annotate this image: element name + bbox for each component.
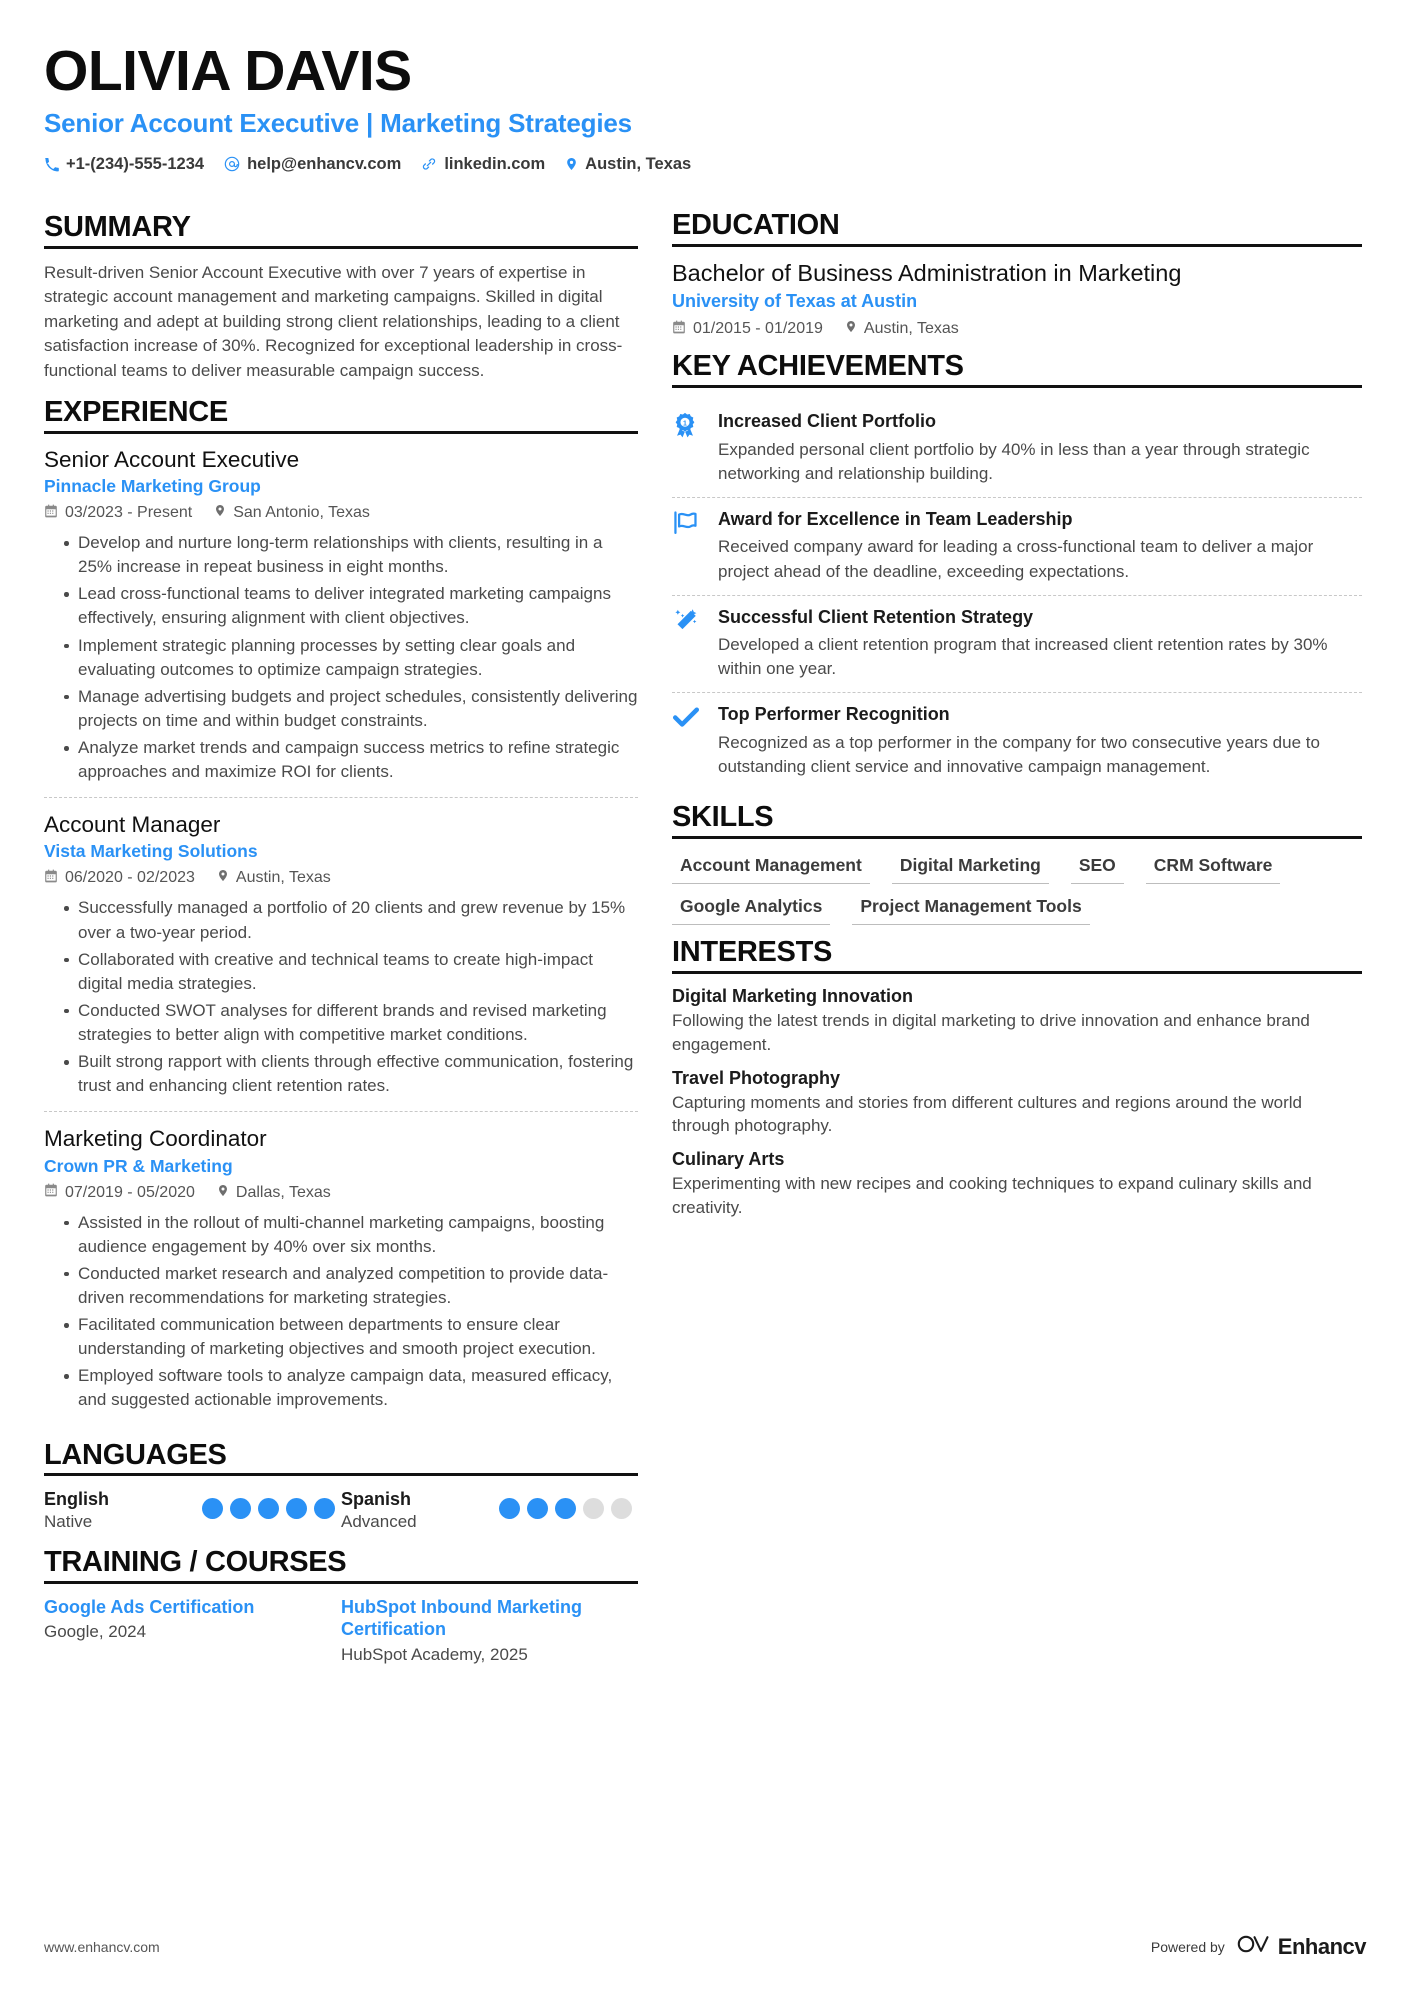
left-column <box>44 198 672 1671</box>
contact-location <box>565 155 691 174</box>
experience-item <box>44 446 638 797</box>
interest-title: Digital Marketing Innovation <box>672 986 914 1007</box>
job-company[interactable]: Crown PR & Marketing <box>44 1155 233 1176</box>
job-bullet: Employed software tools to analyze campaign data, measured efficacy, and suggested actionable improvements. <box>64 1364 638 1412</box>
interest-desc: Experimenting with new recipes and cooking techniques to expand culinary skills and creativity. <box>672 1174 1312 1217</box>
rating-dot <box>230 1498 251 1519</box>
skill-tag: Account Management <box>672 851 870 884</box>
contact-row <box>44 155 1366 174</box>
rating-dot <box>583 1498 604 1519</box>
experience-item <box>44 1111 638 1425</box>
contact-linkedin[interactable] <box>421 155 545 174</box>
job-dates <box>44 869 195 888</box>
location-icon <box>217 868 229 888</box>
calendar-icon <box>672 320 686 339</box>
job-bullet: Conducted SWOT analyses for different brands and revised marketing strategies to better align with competitive market conditions. <box>64 999 638 1047</box>
achievement-title: Award for Excellence in Team Leadership <box>718 508 1073 529</box>
job-bullet: Develop and nurture long-term relationships with clients, resulting in a 25% increase in repeat business in eight months. <box>64 531 638 579</box>
interests-heading: INTERESTS <box>672 937 1362 974</box>
language-item <box>44 1488 341 1533</box>
training-name[interactable]: Google Ads Certification <box>44 1596 255 1617</box>
achievement-title: Increased Client Portfolio <box>718 411 937 432</box>
achievement-desc: Recognized as a top performer in the company for two consecutive years due to outstanding client service and innovative campaign management. <box>718 732 1320 777</box>
education-dates-text: 01/2015 - 01/2019 <box>693 320 823 338</box>
achievements-heading: KEY ACHIEVEMENTS <box>672 351 1362 388</box>
section-education <box>672 210 1362 340</box>
job-location-text: Austin, Texas <box>235 869 331 887</box>
interest-title: Culinary Arts <box>672 1149 785 1170</box>
skill-tag: Digital Marketing <box>892 851 1049 884</box>
job-company[interactable]: Pinnacle Marketing Group <box>44 476 261 497</box>
skill-tag: Google Analytics <box>672 892 830 925</box>
section-key-achievements <box>672 351 1362 790</box>
achievement-item <box>672 595 1362 693</box>
page-title: OLIVIA DAVIS <box>44 39 412 103</box>
training-name[interactable]: HubSpot Inbound Marketing Certification <box>341 1596 582 1640</box>
job-bullet: Assisted in the rollout of multi-channel marketing campaigns, boosting audience engagement by 40% over six months. <box>64 1211 638 1259</box>
job-bullet: Lead cross-functional teams to deliver integrated marketing campaigns effectively, ensuring alignment with client objectives. <box>64 582 638 630</box>
job-bullets <box>44 531 638 784</box>
contact-phone-text: +1-(234)-555-1234 <box>66 154 205 173</box>
section-training <box>44 1547 638 1665</box>
job-bullet: Conducted market research and analyzed competition to provide data-driven recommendations for marketing strategies. <box>64 1262 638 1310</box>
achievement-item <box>672 497 1362 595</box>
education-degree: Bachelor of Business Administration in Marketing <box>672 259 1182 286</box>
professional-headline: Senior Account Executive | Marketing Strategies <box>44 107 632 138</box>
job-bullet: Built strong rapport with clients through effective communication, fostering trust and enhancing client retention rates. <box>64 1050 638 1098</box>
job-location <box>217 1183 331 1203</box>
checkmark-icon <box>672 703 702 779</box>
rating-dot <box>202 1498 223 1519</box>
rating-dot <box>555 1498 576 1519</box>
summary-text: Result-driven Senior Account Executive with over 7 years of expertise in strategic account management and marketing campaigns. Skilled in digital marketing and adept at building strong client relationships, leading to a client satisfaction increase of 30%. Recognized for exceptional leadership in cross-functional teams to deliver measurable campaign success. <box>44 262 623 380</box>
job-location-text: Dallas, Texas <box>235 1183 331 1201</box>
job-location <box>214 503 370 523</box>
training-provider: HubSpot Academy, 2025 <box>341 1644 528 1664</box>
calendar-icon <box>44 869 58 888</box>
job-bullet: Facilitated communication between departments to ensure clear understanding of marketing objectives and smooth project execution. <box>64 1313 638 1361</box>
job-role: Senior Account Executive <box>44 446 300 472</box>
right-column <box>672 198 1362 1231</box>
contact-email-text: help@enhancv.com <box>247 154 402 173</box>
enhancv-mark-icon <box>1237 1933 1271 1961</box>
job-bullet: Manage advertising budgets and project schedules, consistently delivering projects on time and within budget constraints. <box>64 685 638 733</box>
section-experience <box>44 397 638 1426</box>
location-icon <box>565 156 578 172</box>
interest-item <box>672 1149 1362 1220</box>
job-bullet: Collaborated with creative and technical teams to create high-impact digital media strategies. <box>64 948 638 996</box>
languages-grid <box>44 1488 638 1533</box>
job-dates <box>44 504 192 523</box>
training-item <box>341 1596 638 1665</box>
job-meta <box>44 1183 638 1203</box>
achievement-item <box>672 692 1362 790</box>
training-provider: Google, 2024 <box>44 1622 147 1642</box>
skill-tag: SEO <box>1071 851 1124 884</box>
achievement-title: Successful Client Retention Strategy <box>718 606 1034 627</box>
page-footer <box>44 1933 1366 1961</box>
job-location-text: San Antonio, Texas <box>233 504 370 522</box>
rating-dot <box>611 1498 632 1519</box>
contact-linkedin-text: linkedin.com <box>444 154 546 173</box>
achievement-desc: Received company award for leading a cross-functional team to deliver a major project ahead of the deadline, exceeding expectations. <box>718 537 1314 581</box>
section-skills <box>672 802 1362 925</box>
calendar-icon <box>44 504 58 523</box>
award-ribbon-icon <box>672 410 702 486</box>
skills-list <box>672 851 1362 925</box>
footer-website[interactable]: www.enhancv.com <box>44 1939 160 1955</box>
job-role: Marketing Coordinator <box>44 1126 267 1152</box>
job-bullet: Successfully managed a portfolio of 20 clients and grew revenue by 15% over a two-year period. <box>64 896 638 944</box>
education-heading: EDUCATION <box>672 210 1362 247</box>
training-item <box>44 1596 341 1665</box>
job-dates-text: 03/2023 - Present <box>65 504 193 522</box>
location-icon <box>217 1183 229 1203</box>
resume-header <box>44 39 1366 174</box>
language-name: Spanish <box>341 1489 412 1510</box>
training-heading: TRAINING / COURSES <box>44 1547 638 1584</box>
location-icon <box>214 503 226 523</box>
footer-branding <box>1151 1933 1366 1961</box>
email-icon <box>224 156 240 172</box>
job-meta <box>44 503 638 523</box>
magic-wand-icon <box>672 606 702 682</box>
language-rating-dots <box>499 1488 638 1519</box>
enhancv-logo <box>1237 1933 1366 1961</box>
language-name: English <box>44 1489 110 1510</box>
calendar-icon <box>44 1183 58 1202</box>
achievement-desc: Expanded personal client portfolio by 40% in less than a year through strategic networking and relationship building. <box>718 439 1310 483</box>
summary-heading: SUMMARY <box>44 212 638 249</box>
interest-item <box>672 1068 1362 1139</box>
language-level: Native <box>44 1511 93 1531</box>
language-item <box>341 1488 638 1533</box>
contact-location-text: Austin, Texas <box>585 154 692 173</box>
contact-email[interactable] <box>224 155 401 174</box>
interest-title: Travel Photography <box>672 1067 841 1088</box>
job-bullets <box>44 896 638 1098</box>
enhancv-wordmark: Enhancv <box>1277 1934 1366 1959</box>
interest-item <box>672 986 1362 1057</box>
language-rating-dots <box>202 1488 341 1519</box>
skill-tag: Project Management Tools <box>852 892 1089 925</box>
interest-desc: Capturing moments and stories from different cultures and regions around the world through photography. <box>672 1092 1302 1136</box>
rating-dot <box>527 1498 548 1519</box>
job-bullet: Analyze market trends and campaign success metrics to refine strategic approaches and maximize ROI for clients. <box>64 736 638 784</box>
flag-icon <box>672 508 702 584</box>
job-company[interactable]: Vista Marketing Solutions <box>44 841 258 862</box>
experience-heading: EXPERIENCE <box>44 397 638 434</box>
achievement-desc: Developed a client retention program that increased client retention rates by 30% within one year. <box>718 635 1328 679</box>
section-summary <box>44 212 638 383</box>
rating-dot <box>258 1498 279 1519</box>
job-dates <box>44 1183 195 1202</box>
language-level: Advanced <box>341 1511 417 1531</box>
job-location <box>217 868 331 888</box>
job-meta <box>44 868 638 888</box>
job-bullets <box>44 1211 638 1413</box>
education-school[interactable]: University of Texas at Austin <box>672 291 918 312</box>
experience-item <box>44 797 638 1111</box>
education-item <box>672 259 1362 340</box>
job-bullet: Implement strategic planning processes by setting clear goals and evaluating outcomes to optimize campaign strategies. <box>64 634 638 682</box>
skill-tag: CRM Software <box>1146 851 1281 884</box>
education-dates <box>672 320 823 339</box>
svg-text:1: 1 <box>683 420 687 428</box>
link-icon <box>421 156 437 172</box>
location-icon <box>845 319 857 339</box>
education-location-text: Austin, Texas <box>863 320 959 338</box>
contact-phone <box>44 155 204 174</box>
rating-dot <box>286 1498 307 1519</box>
rating-dot <box>499 1498 520 1519</box>
achievement-item <box>672 400 1362 497</box>
languages-heading: LANGUAGES <box>44 1440 638 1477</box>
section-languages <box>44 1440 638 1533</box>
interest-desc: Following the latest trends in digital marketing to drive innovation and enhance brand engagement. <box>672 1011 1310 1054</box>
skills-heading: SKILLS <box>672 802 1362 839</box>
education-meta <box>672 319 1362 339</box>
powered-by-label: Powered by <box>1150 1939 1225 1955</box>
resume-columns <box>44 198 1366 1671</box>
section-interests <box>672 937 1362 1220</box>
training-grid <box>44 1596 638 1665</box>
job-dates-text: 06/2020 - 02/2023 <box>65 869 195 887</box>
job-dates-text: 07/2019 - 05/2020 <box>65 1183 195 1201</box>
job-role: Account Manager <box>44 812 221 838</box>
achievement-title: Top Performer Recognition <box>718 704 950 725</box>
education-location <box>845 319 959 339</box>
phone-icon <box>44 157 59 172</box>
rating-dot <box>314 1498 335 1519</box>
